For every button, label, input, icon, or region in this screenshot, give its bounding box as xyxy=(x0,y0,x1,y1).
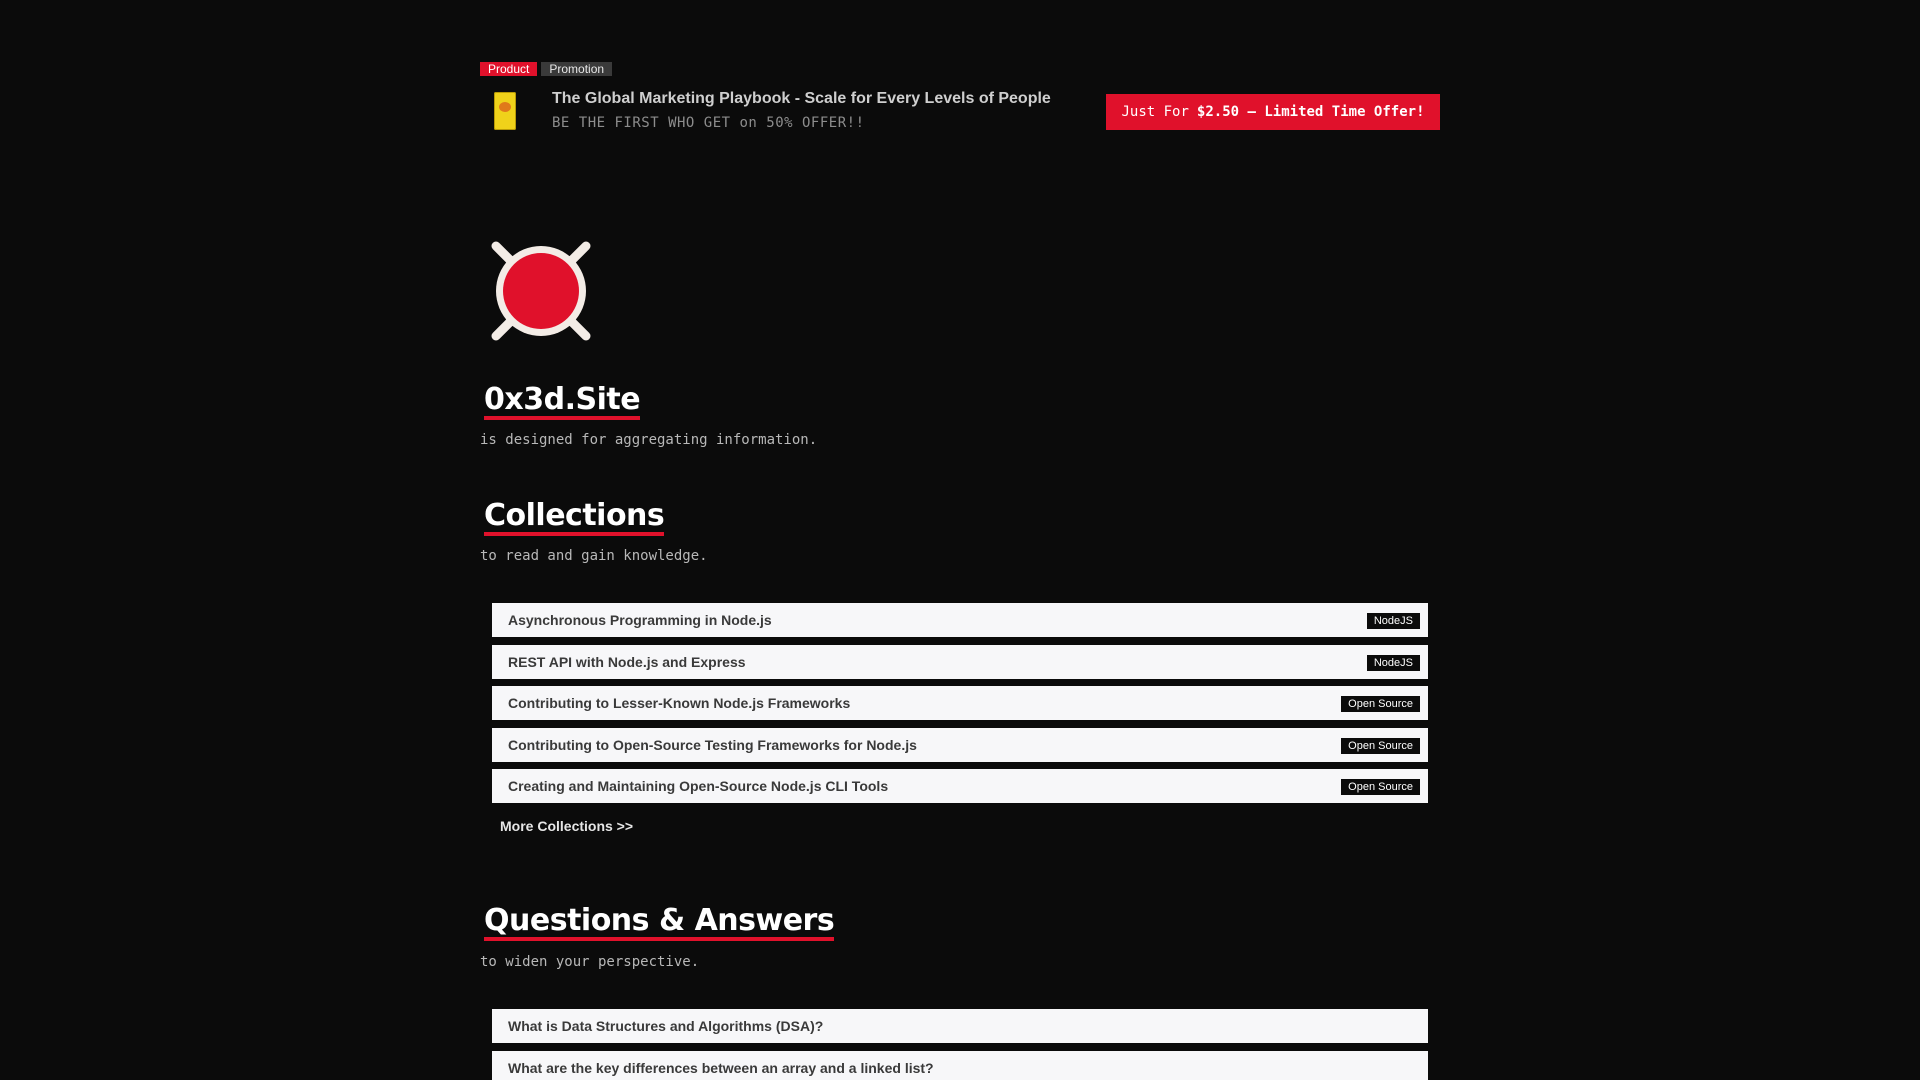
collections-list xyxy=(492,603,1428,811)
qa-heading: Questions & Answers xyxy=(484,905,834,941)
qa-subtitle: to widen your perspective. xyxy=(480,954,700,970)
collection-item-badge: Open Source xyxy=(1341,779,1420,795)
collection-item-label: Contributing to Lesser-Known Node.js Frameworks xyxy=(508,695,851,711)
collection-item-label: REST API with Node.js and Express xyxy=(508,653,746,670)
collection-item-badge: NodeJS xyxy=(1367,655,1420,671)
collection-item-label: Contributing to Open-Source Testing Frameworks for Node.js xyxy=(508,736,917,753)
collection-item-badge: Open Source xyxy=(1341,738,1420,754)
site-logo-icon xyxy=(486,236,596,346)
collections-subtitle: to read and gain knowledge. xyxy=(480,548,708,564)
qa-list xyxy=(492,1009,1428,1080)
collection-item[interactable] xyxy=(492,728,1428,762)
product-tag: Product xyxy=(480,62,537,76)
collection-item[interactable] xyxy=(492,769,1428,803)
promo-title[interactable]: The Global Marketing Playbook - Scale for Every Levels of People xyxy=(552,90,1051,107)
collections-heading: Collections xyxy=(484,500,664,536)
collection-item[interactable] xyxy=(492,686,1428,720)
promo-tags xyxy=(480,62,612,76)
collection-item-label: Asynchronous Programming in Node.js xyxy=(508,612,772,628)
collection-item-badge: Open Source xyxy=(1341,696,1420,712)
book-cover-icon[interactable] xyxy=(494,92,516,130)
collection-item-badge: NodeJS xyxy=(1367,613,1420,629)
promo-subtitle: BE THE FIRST WHO GET on 50% OFFER!! xyxy=(552,115,865,131)
limited-offer-button[interactable] xyxy=(1106,94,1440,130)
collection-item[interactable] xyxy=(492,645,1428,679)
collection-item-label: Creating and Maintaining Open-Source Node.js CLI Tools xyxy=(508,778,889,794)
site-title: 0x3d.Site xyxy=(484,384,640,420)
offer-price: $2.50 — Limited Time Offer! xyxy=(1196,104,1425,120)
qa-item-label: What are the key differences between an array and a linked list? xyxy=(508,1059,934,1076)
qa-item-label: What is Data Structures and Algorithms (DSA)? xyxy=(508,1018,824,1034)
qa-item[interactable] xyxy=(492,1009,1428,1043)
promotion-tag: Promotion xyxy=(541,62,612,76)
more-collections-link[interactable]: More Collections >> xyxy=(500,818,634,834)
collection-item[interactable] xyxy=(492,603,1428,637)
qa-item[interactable] xyxy=(492,1051,1428,1080)
offer-prefix: Just For xyxy=(1121,104,1189,120)
site-subtitle: is designed for aggregating information. xyxy=(480,432,818,448)
